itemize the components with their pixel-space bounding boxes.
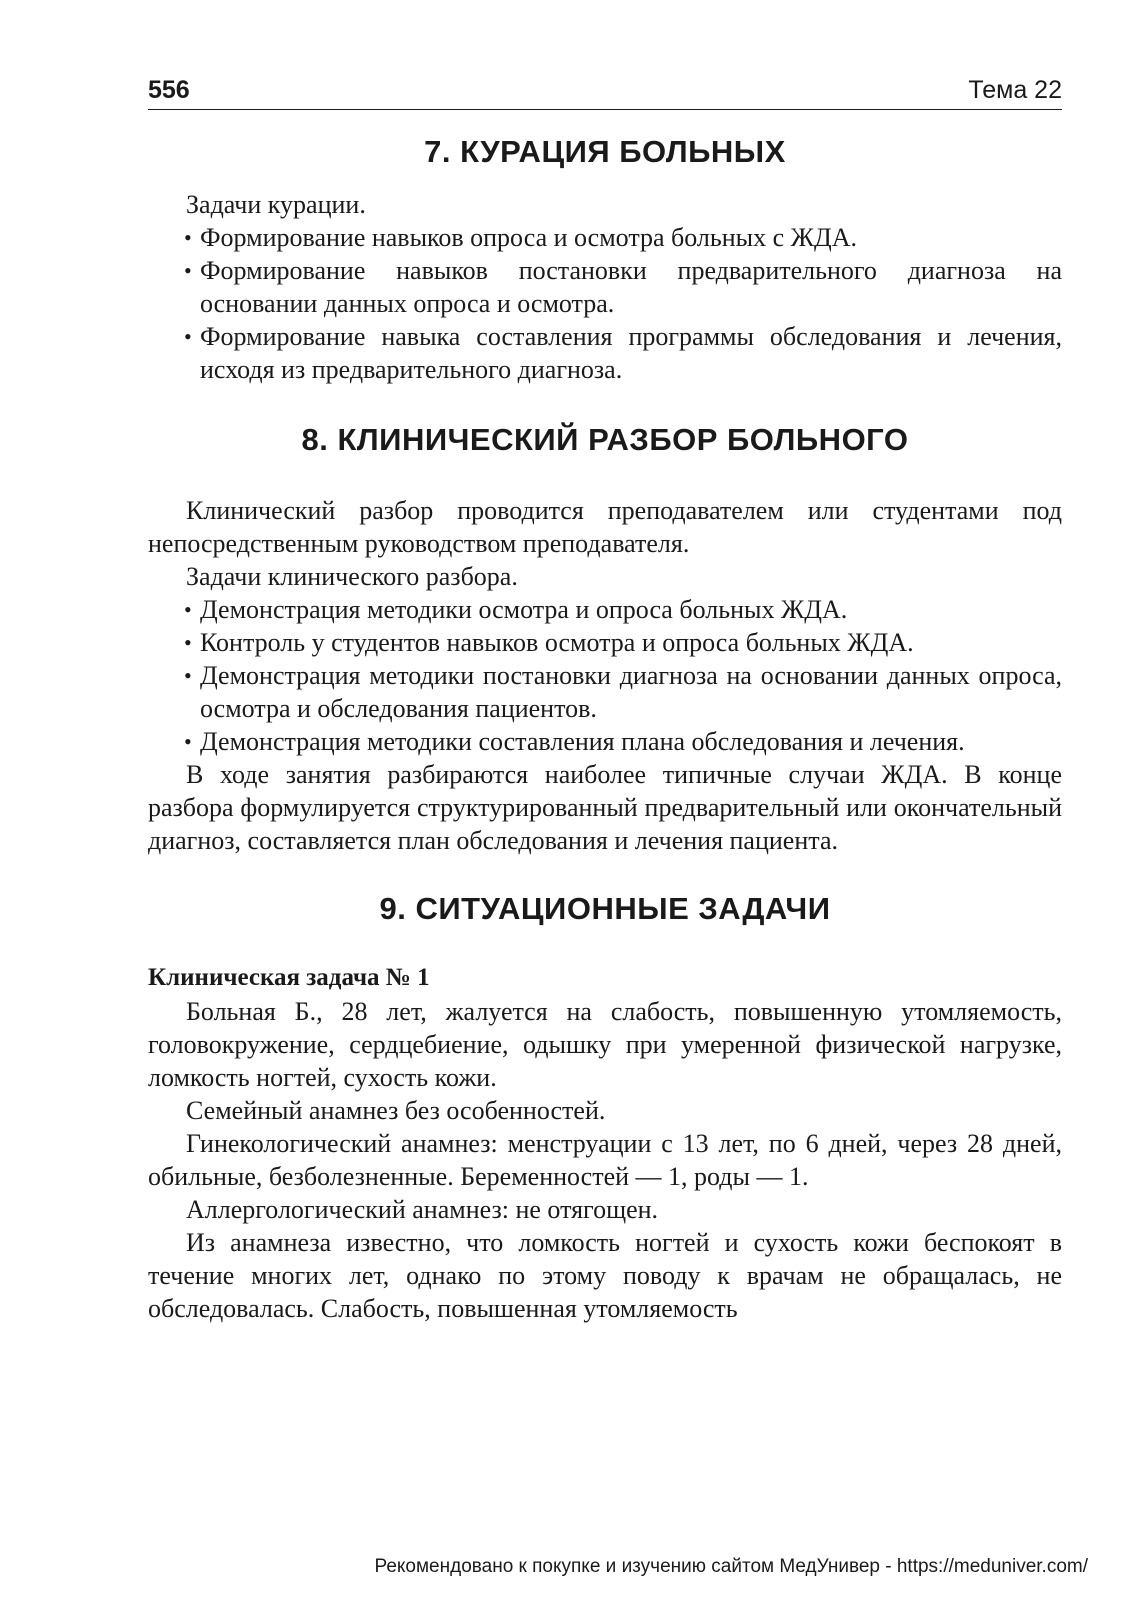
paragraph: Из анамнеза известно, что ломкость ногтей и сухость кожи беспокоят в течение многих лет, однако по этому поводу к врачам не обращалась, не обследовалась. Слабость, повышенная утомляемость [148,1228,1062,1323]
bullet-list [148,593,1062,758]
bullet-list [148,221,1062,386]
section-curation [148,126,1062,386]
section-situational-tasks [148,883,1062,1325]
paragraph: Больная Б., 28 лет, жалуется на слабость, повышенную утомляемость, головокружение, сердцебиение, одышку при умеренной физической нагрузке, ломкость ногтей, сухость кожи. [148,997,1062,1092]
section-title: 8. КЛИНИЧЕСКИЙ РАЗБОР БОЛЬНОГО [301,422,909,457]
list-item: • Демонстрация методики постановки диагноза на основании данных опроса, осмотра и обследования пациентов. [148,659,1062,725]
paragraph: Аллергологический анамнез: не отягощен. [186,1195,659,1224]
page-header [148,76,1062,110]
paragraph: Гинекологический анамнез: менструации с 13 лет, по 6 дней, через 28 дней, обильные, безболезненные. Беременностей — 1, роды — 1. [148,1129,1062,1191]
section-clinical-review [148,414,1062,857]
list-item: • Формирование навыка составления программы обследования и лечения, исходя из предварительного диагноза. [148,320,1062,386]
section-title: 9. СИТУАЦИОННЫЕ ЗАДАЧИ [379,891,831,926]
chapter-label: Тема 22 [968,76,1062,104]
list-item: • Демонстрация методики осмотра и опроса больных ЖДА. [148,593,1062,626]
footer-recommendation: Рекомендовано к покупке и изучению сайтом МедУнивер - https://meduniver.com/ [374,1556,1088,1577]
page-number: 556 [148,76,190,104]
page-content [148,126,1062,1325]
paragraph: В ходе занятия разбираются наиболее типичные случаи ЖДА. В конце разбора формулируется структурированный предварительный или окончательный диагноз, составляется план обследования и лечения пациента. [148,760,1062,855]
paragraph: Клинический разбор проводится преподавателем или студентами под непосредственным руководством преподавателя. [148,496,1062,558]
section-intro: Задачи клинического разбора. [186,562,518,591]
task-title: Клиническая задача № 1 [148,964,430,991]
list-item: • Контроль у студентов навыков осмотра и опроса больных ЖДА. [148,626,1062,659]
list-item: • Формирование навыков постановки предварительного диагноза на основании данных опроса и осмотра. [148,254,1062,320]
list-item: • Формирование навыков опроса и осмотра больных с ЖДА. [148,221,1062,254]
section-title: 7. КУРАЦИЯ БОЛЬНЫХ [424,134,786,169]
list-item: • Демонстрация методики составления плана обследования и лечения. [148,725,1062,758]
paragraph: Семейный анамнез без особенностей. [186,1096,606,1125]
section-intro: Задачи курации. [186,190,366,219]
